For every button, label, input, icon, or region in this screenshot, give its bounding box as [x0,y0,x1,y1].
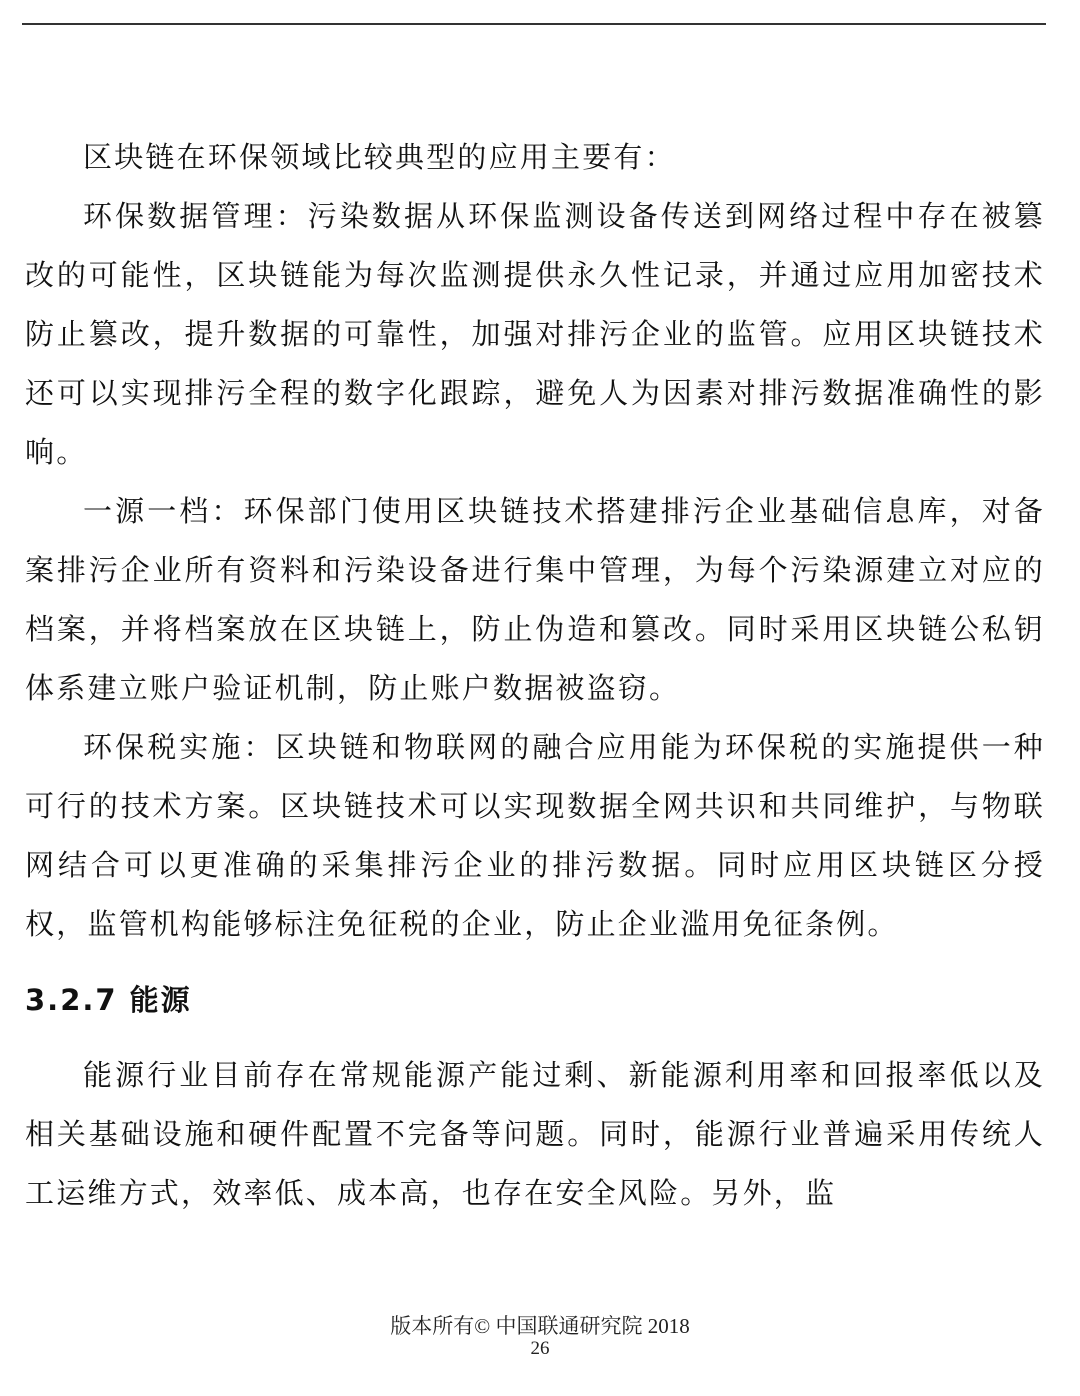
page-number: 26 [530,1338,550,1359]
footer-copyright: 版本所有© 中国联通研究院 2018 [390,1314,690,1338]
paragraph-energy: 能源行业目前存在常规能源产能过剩、新能源利用率和回报率低以及相关基础设施和硬件配置不完备等问题。同时，能源行业普遍采用传统人工运维方式，效率低、成本高，也存在安全风险。另外，监 [25,1058,1045,1210]
header-rule [22,23,1046,25]
paragraph-env-tax: 环保税实施：区块链和物联网的融合应用能为环保税的实施提供一种可行的技术方案。区块链技术可以实现数据全网共识和共同维护，与物联网结合可以更准确的采集排污企业的排污数据。同时应用区块链区分授权，监管机构能够标注免征税的企业，防止企业滥用免征条例。 [25,730,1045,941]
paragraph-one-source-one-file: 一源一档：环保部门使用区块链技术搭建排污企业基础信息库，对备案排污企业所有资料和污染设备进行集中管理，为每个污染源建立对应的档案，并将档案放在区块链上，防止伪造和篡改。同时采用区块链公私钥体系建立账户验证机制，防止账户数据被盗窃。 [25,494,1045,705]
paragraph-intro: 区块链在环保领域比较典型的应用主要有： [83,140,676,174]
paragraph-env-data-management: 环保数据管理：污染数据从环保监测设备传送到网络过程中存在被篡改的可能性，区块链能为每次监测提供永久性记录，并通过应用加密技术防止篡改，提升数据的可靠性，加强对排污企业的监管。应用区块链技术还可以实现排污全程的数字化跟踪，避免人为因素对排污数据准确性的影响。 [25,199,1045,469]
section-heading: 3.2.7 能源 [25,983,192,1017]
document-body [25,128,1045,1223]
